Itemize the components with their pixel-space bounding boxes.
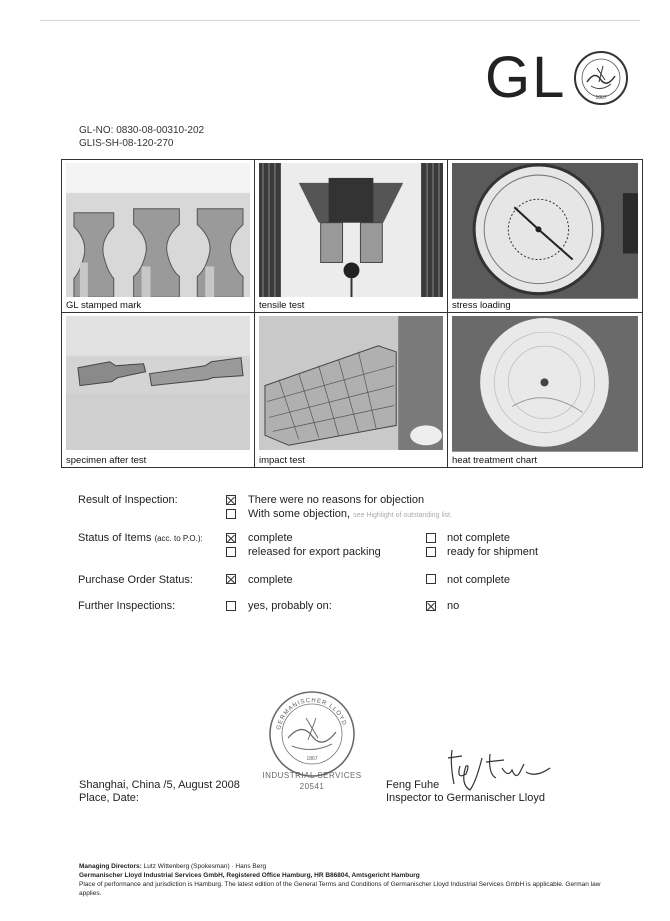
logo-seal-year: 1867 <box>595 95 607 101</box>
jurisdiction-note: Place of performance and jurisdiction is Hamburg. The latest edition of the General Terms and Conditions of Germanischer Lloyd Industrial Services GmbH is applicable. German law applies. <box>79 881 601 897</box>
photo-caption: GL stamped mark <box>66 300 142 311</box>
ready-for-shipment-label: ready for shipment <box>447 546 539 558</box>
further-no-checkbox[interactable] <box>426 601 436 611</box>
stress-gauge-photo <box>452 163 638 299</box>
stamped-specimens-photo <box>66 163 250 297</box>
tensile-test-photo <box>259 163 443 297</box>
managing-directors-value: Lutz Wittenberg (Spokesman) · Hans Berg <box>143 863 267 870</box>
status-label-small: (acc. to P.O.): <box>154 534 203 543</box>
purchase-order-status-label: Purchase Order Status: <box>78 574 193 586</box>
photo-caption: impact test <box>259 455 305 466</box>
released-for-packing-checkbox[interactable] <box>226 547 236 557</box>
stamp-text <box>262 770 362 792</box>
status-label-main: Status of Items <box>78 532 152 544</box>
place-date-value: Shanghai, China /5, August 2008 <box>79 779 240 791</box>
further-no-label: no <box>447 600 460 612</box>
photo-cell-heat-treatment-chart <box>448 313 642 467</box>
photo-cell-stamped-mark <box>62 160 255 313</box>
some-objection-option <box>248 508 452 520</box>
ready-for-shipment-checkbox[interactable] <box>426 547 436 557</box>
reference-numbers <box>79 124 204 150</box>
photo-cell-tensile-test <box>255 160 448 313</box>
result-of-inspection-label: Result of Inspection: <box>78 494 178 506</box>
gl-seal-icon <box>573 50 629 106</box>
company-registration-text: Germanischer Lloyd Industrial Services GmbH, Registered Office Hamburg, HR B86804, Amtsgericht Hamburg <box>79 872 420 879</box>
stamp-line-1: INDUSTRIAL SERVICES <box>262 771 362 780</box>
broken-specimen-photo <box>66 316 250 450</box>
photo-caption: tensile test <box>259 300 305 311</box>
further-yes-label: yes, probably on: <box>248 600 332 612</box>
status-not-complete-checkbox[interactable] <box>426 533 436 543</box>
impact-test-photo <box>259 316 443 450</box>
gl-number: GL-NO: 0830-08-00310-202 <box>79 125 205 136</box>
further-inspections-label: Further Inspections: <box>78 600 176 612</box>
photo-cell-stress-loading <box>448 160 642 313</box>
photo-caption: specimen after test <box>66 455 147 466</box>
no-objection-label: There were no reasons for objection <box>248 494 425 506</box>
inspector-block <box>386 779 545 805</box>
document-footer <box>79 862 619 898</box>
status-not-complete-label: not complete <box>447 532 510 544</box>
heat-chart-photo <box>452 316 638 452</box>
photo-caption: heat treatment chart <box>452 455 538 466</box>
po-not-complete-checkbox[interactable] <box>426 574 436 584</box>
outstanding-list-note: see Highlight of outstanding list. <box>353 512 453 519</box>
po-not-complete-label: not complete <box>447 574 510 586</box>
po-complete-label: complete <box>248 574 293 586</box>
glis-number: GLIS-SH-08-120-270 <box>79 138 174 149</box>
managing-directors-label: Managing Directors: <box>79 863 142 870</box>
seal-arc-text: GERMANISCHER LLOYD <box>276 697 347 731</box>
place-date-block <box>79 779 240 805</box>
gl-logo <box>485 46 635 110</box>
managing-directors <box>79 862 619 871</box>
stamp-line-2: 20541 <box>299 782 325 791</box>
logo-text: GL <box>485 45 567 110</box>
svg-text:GERMANISCHER LLOYD <box>276 698 347 731</box>
photo-caption: stress loading <box>452 300 511 311</box>
inspector-title: Inspector to Germanischer Lloyd <box>386 792 545 804</box>
some-objection-label: With some objection, <box>248 508 351 520</box>
place-date-label: Place, Date: <box>79 792 139 804</box>
status-complete-label: complete <box>248 532 293 544</box>
status-of-items-label <box>78 532 203 544</box>
seal-year: 1867 <box>306 756 318 762</box>
further-yes-checkbox[interactable] <box>226 601 236 611</box>
no-objection-checkbox[interactable] <box>226 495 236 505</box>
po-complete-checkbox[interactable] <box>226 574 236 584</box>
photo-grid <box>61 159 643 468</box>
scan-artifact-line <box>40 20 640 21</box>
some-objection-checkbox[interactable] <box>226 509 236 519</box>
company-stamp-icon <box>266 688 358 780</box>
inspector-name: Feng Fuhe <box>386 779 440 791</box>
company-registration <box>79 871 619 880</box>
released-for-packing-label: released for export packing <box>248 546 381 558</box>
photo-cell-impact-test <box>255 313 448 467</box>
photo-cell-specimen-after-test <box>62 313 255 467</box>
status-complete-checkbox[interactable] <box>226 533 236 543</box>
